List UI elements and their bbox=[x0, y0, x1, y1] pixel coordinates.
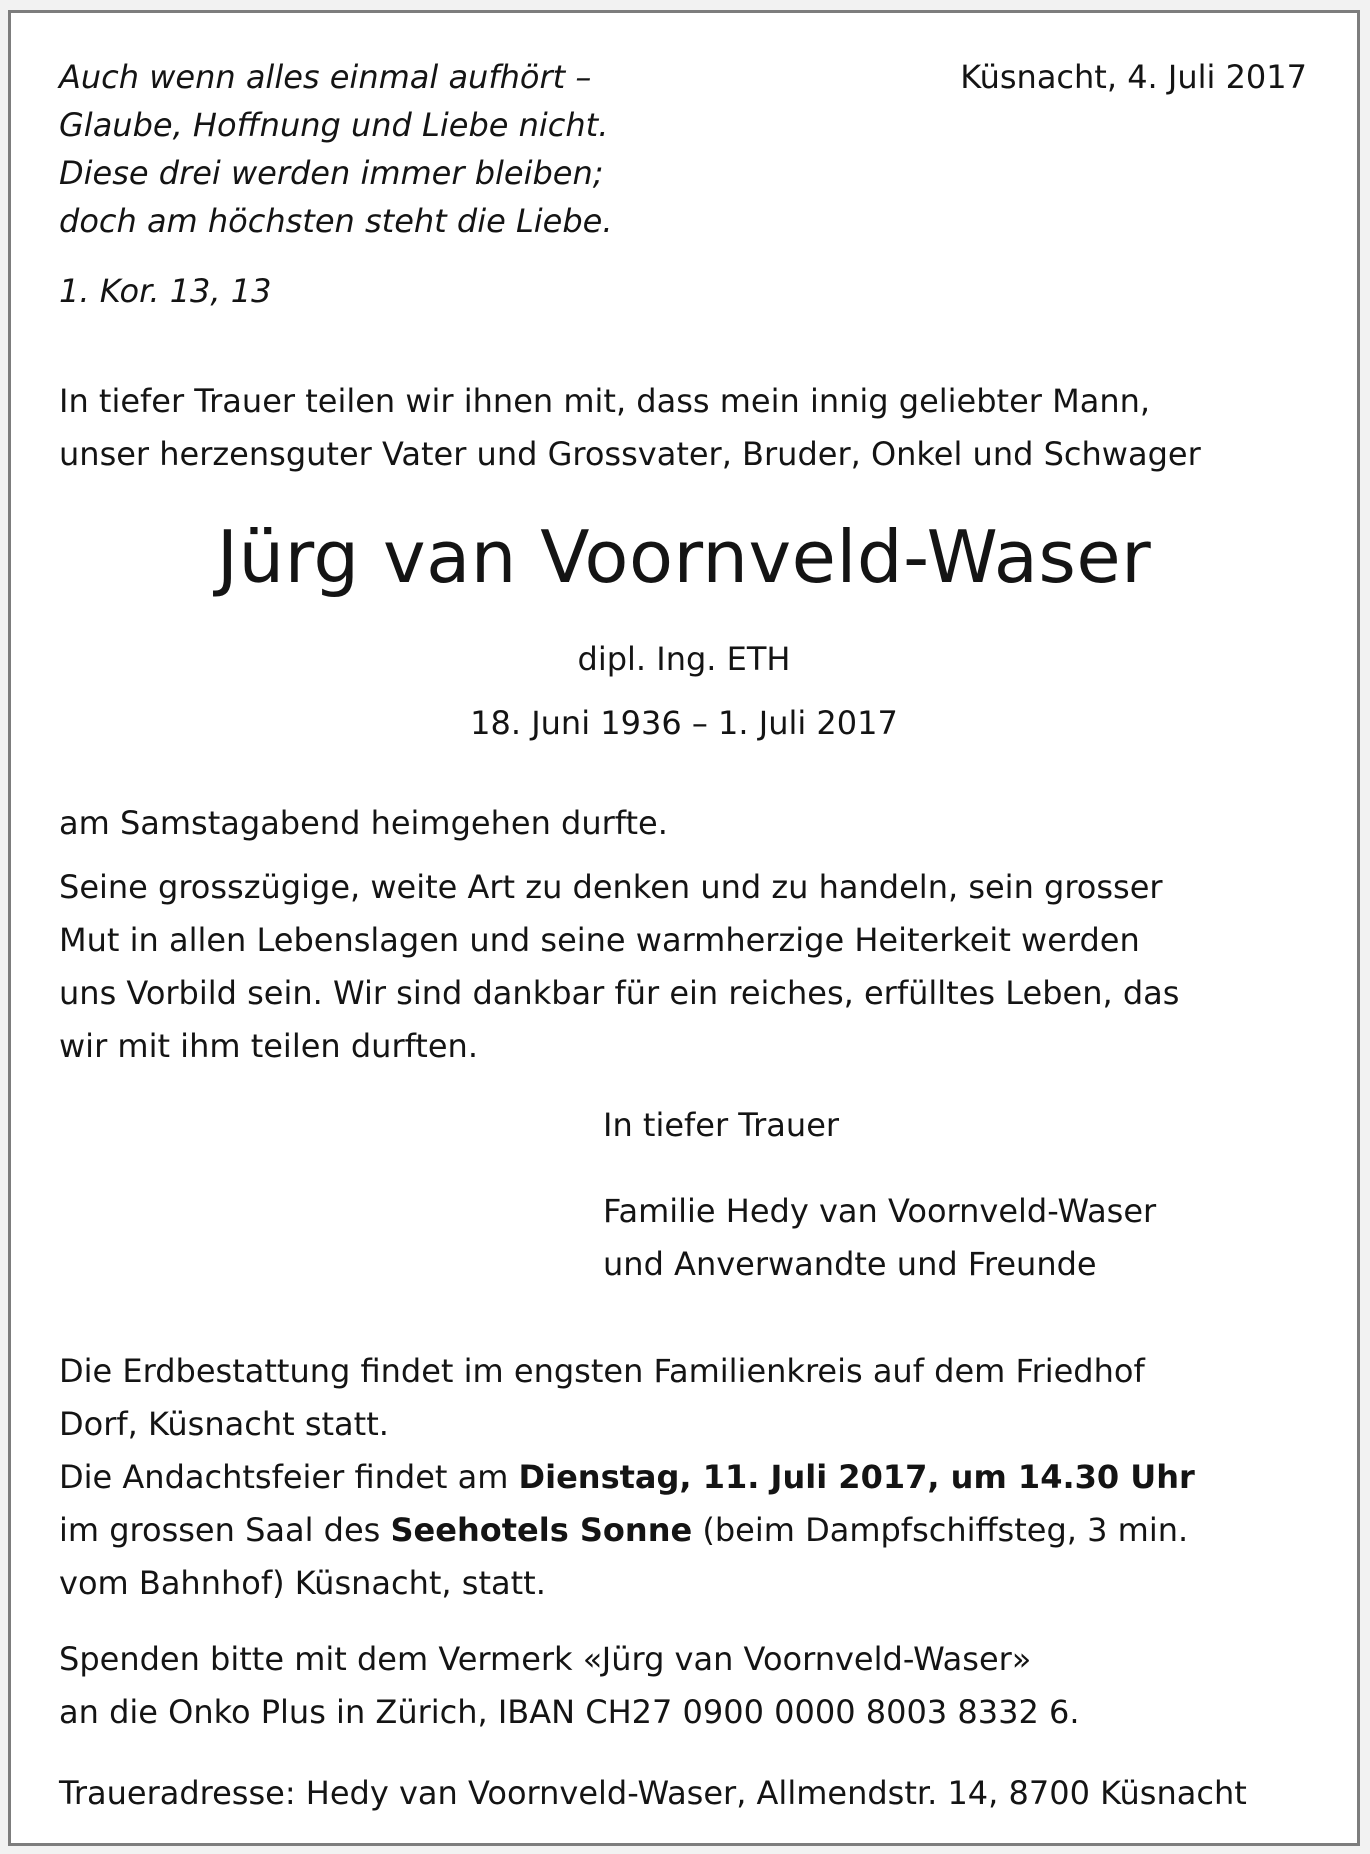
family-line: und Anverwandte und Freunde bbox=[603, 1245, 1097, 1283]
funeral-line bbox=[59, 1451, 1195, 1504]
tribute-line: uns Vorbild sein. Wir sind dankbar für ein reiches, erfülltes Leben, das bbox=[59, 974, 1180, 1012]
donation-line: an die Onko Plus in Zürich, IBAN CH27 0900 0000 8003 8332 6. bbox=[59, 1693, 1080, 1731]
deceased-name: Jürg van Voornveld-Waser bbox=[216, 515, 1152, 599]
verse-line: doch am höchsten steht die Liebe. bbox=[59, 202, 613, 240]
intro-line: In tiefer Trauer teilen wir ihnen mit, dass mein innig geliebter Mann, bbox=[59, 382, 1151, 420]
bible-verse bbox=[59, 53, 613, 245]
family-line: Familie Hedy van Voornveld-Waser bbox=[603, 1192, 1157, 1230]
donation-info bbox=[59, 1633, 1080, 1739]
closing-phrase: In tiefer Trauer bbox=[603, 1106, 840, 1144]
tribute-text bbox=[59, 861, 1179, 1073]
funeral-text: im grossen Saal des bbox=[59, 1511, 391, 1549]
verse-line: Glaube, Hoffnung und Liebe nicht. bbox=[59, 106, 609, 144]
intro-text bbox=[59, 375, 1201, 481]
place-date: Küsnacht, 4. Juli 2017 bbox=[960, 58, 1307, 96]
verse-reference: 1. Kor. 13, 13 bbox=[59, 272, 272, 310]
mourning-address: Traueradresse: Hedy van Voornveld-Waser, Allmendstr. 14, 8700 Küsnacht bbox=[59, 1774, 1247, 1812]
funeral-line: Dorf, Küsnacht statt. bbox=[59, 1405, 389, 1443]
funeral-line: Die Erdbestattung findet im engsten Familienkreis auf dem Friedhof bbox=[59, 1352, 1145, 1390]
verse-line: Auch wenn alles einmal aufhört – bbox=[59, 58, 592, 96]
venue-name: Seehotels Sonne bbox=[390, 1511, 693, 1549]
life-dates: 18. Juni 1936 – 1. Juli 2017 bbox=[470, 704, 898, 742]
family-signature bbox=[603, 1185, 1156, 1291]
tribute-line: Seine grosszügige, weite Art zu denken und zu handeln, sein grosser bbox=[59, 868, 1163, 906]
tribute-line: Mut in allen Lebenslagen und seine warmherzige Heiterkeit werden bbox=[59, 921, 1140, 959]
intro-line: unser herzensguter Vater und Grossvater, Bruder, Onkel und Schwager bbox=[59, 435, 1201, 473]
funeral-line: vom Bahnhof) Küsnacht, statt. bbox=[59, 1564, 546, 1602]
tribute-line: wir mit ihm teilen durften. bbox=[59, 1027, 478, 1065]
donation-line: Spenden bitte mit dem Vermerk «Jürg van Voornveld-Waser» bbox=[59, 1640, 1032, 1678]
funeral-text: (beim Dampfschiffsteg, 3 min. bbox=[692, 1511, 1189, 1549]
funeral-text: Die Andachtsfeier findet am bbox=[59, 1458, 519, 1496]
obituary-notice bbox=[8, 10, 1360, 1846]
funeral-info bbox=[59, 1345, 1195, 1610]
service-datetime: Dienstag, 11. Juli 2017, um 14.30 Uhr bbox=[518, 1458, 1195, 1496]
funeral-line bbox=[59, 1504, 1195, 1557]
deceased-title: dipl. Ing. ETH bbox=[577, 640, 791, 678]
verse-line: Diese drei werden immer bleiben; bbox=[59, 154, 604, 192]
passing-text: am Samstagabend heimgehen durfte. bbox=[59, 804, 668, 842]
